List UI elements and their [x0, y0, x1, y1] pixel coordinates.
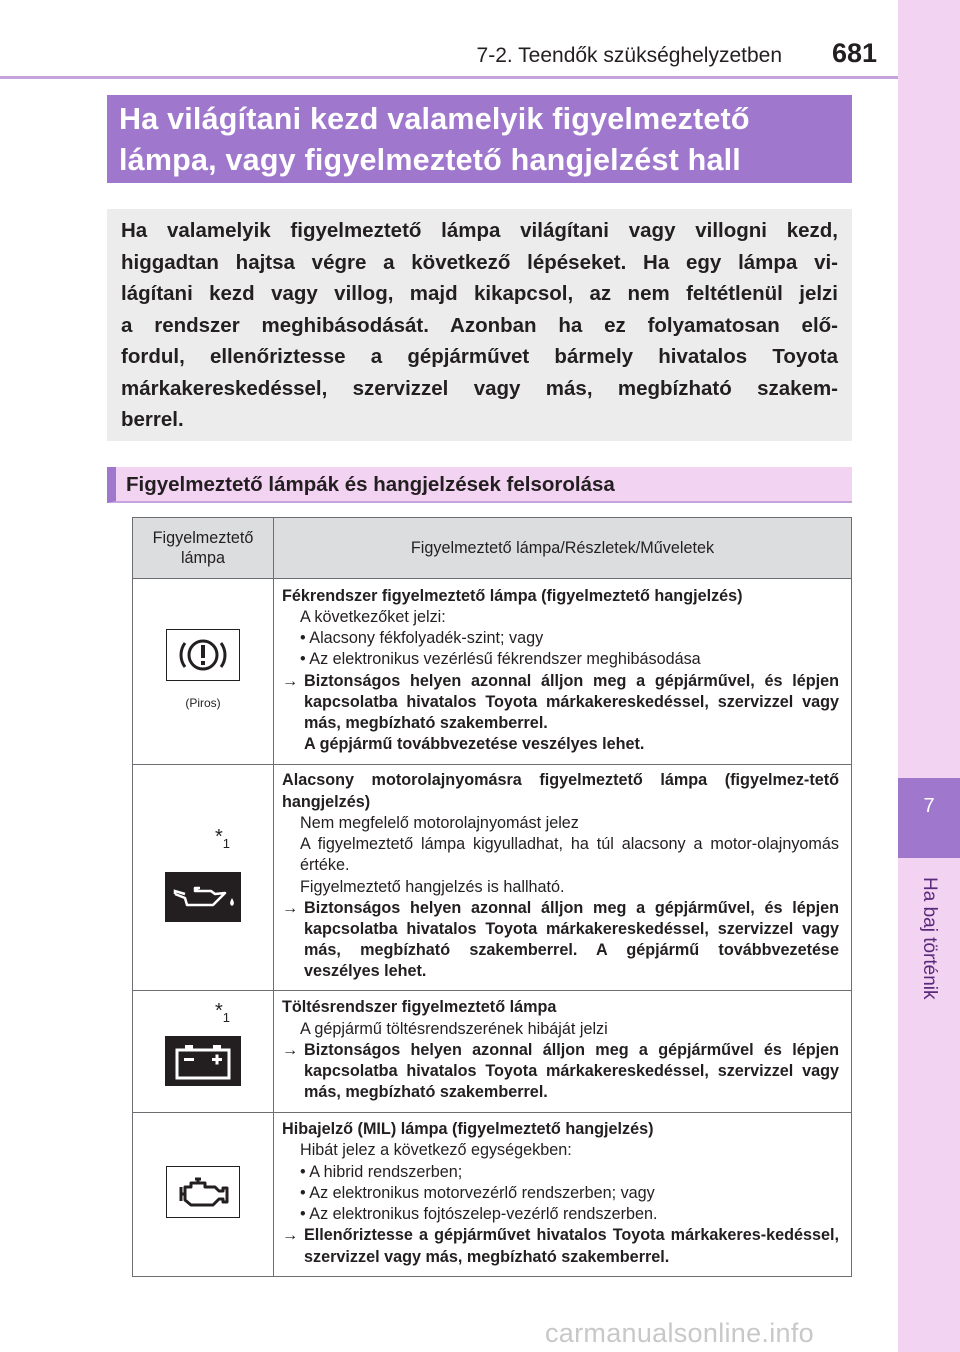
intro-line: higgadtan hajtsa végre a következő lépéseket. Ha egy lámpa vi- — [121, 250, 838, 274]
detail-text: Hibát jelez a következő egységekben: — [300, 1141, 572, 1160]
action-line — [282, 1040, 839, 1104]
table-header-row — [133, 518, 852, 579]
detail-text: Figyelmeztető hangjelzés is hallható. — [300, 877, 565, 896]
details-cell — [274, 991, 852, 1113]
footnote-marker: $*_1$ — [215, 1000, 231, 1025]
intro-paragraph — [107, 209, 852, 441]
lamp-title: Töltésrendszer figyelmeztető lámpa — [282, 998, 557, 1017]
lamp-cell — [133, 1113, 274, 1277]
chapter-number-tab — [898, 778, 960, 858]
action-line — [282, 898, 839, 983]
detail-bullet: • Az elektronikus fojtószelep-vezérlő rendszerben. — [300, 1205, 658, 1224]
action-text: Biztonságos helyen azonnal álljon meg a gépjárművel, és lépjen kapcsolatba hivatalos Toyota márkakereskedéssel, szervizzel vagy más, megbízható szakemberrel. — [304, 671, 839, 732]
action-text: Biztonságos helyen azonnal álljon meg a gépjárművel, és lépjen kapcsolatba hivatalos Toyota márkakereskedéssel, szervizzel vagy más, megbízható szakemberrel. A gépjármű továbbvezetése veszélyes lehet. — [304, 898, 839, 981]
lamp-cell — [133, 579, 274, 765]
detail-bullet: • Az elektronikus motorvezérlő rendszerben; vagy — [300, 1183, 655, 1202]
watermark: carmanualsonline.info — [545, 1318, 814, 1348]
arrow-icon: → — [282, 1226, 299, 1245]
list-heading: Figyelmeztető lámpák és hangjelzések felsorolása — [107, 467, 852, 503]
lamp-title: Fékrendszer figyelmeztető lámpa (figyelmeztető hangjelzés) — [282, 586, 743, 605]
icon-caption: (Piros) — [185, 695, 221, 710]
main-heading-banner — [107, 95, 852, 183]
intro-line: fordul, ellenőriztesse a gépjárművet bármely hivatalos Toyota — [121, 345, 838, 368]
section-title: 7-2. Teendők szükséghelyzetben — [476, 44, 782, 67]
intro-line: Ha valamelyik figyelmeztető lámpa világítani vagy villogni kezd, — [121, 219, 838, 242]
chapter-number: 7 — [923, 795, 935, 817]
arrow-icon: → — [282, 1040, 299, 1059]
detail-bullet: • Alacsony fékfolyadék-szint; vagy — [300, 629, 544, 648]
page-number: 681 — [832, 38, 878, 68]
table-row — [133, 991, 852, 1113]
col-header-details: Figyelmeztető lámpa/Részletek/Műveletek — [274, 518, 852, 579]
intro-line: berrel. — [121, 408, 184, 431]
intro-line: márkakereskedéssel, szervizzel vagy más, megbízható szakem- — [121, 376, 838, 400]
col-header-lamp: Figyelmeztető lámpa — [133, 518, 274, 579]
action-extra-text: A gépjármű továbbvezetése veszélyes lehet. — [304, 735, 645, 754]
chapter-label: Ha baj történik — [919, 876, 940, 1000]
action-line — [282, 1225, 839, 1267]
lamp-title: Hibajelző (MIL) lámpa (figyelmeztető hangjelzés) — [282, 1120, 654, 1139]
intro-line: a rendszer meghibásodását. Azonban ha ez folyamatosan elő- — [121, 313, 838, 337]
detail-bullet: • A hibrid rendszerben; — [300, 1162, 463, 1181]
action-line — [282, 671, 839, 756]
main-heading-line2: lámpa, vagy figyelmeztető hangjelzést hall — [119, 143, 741, 177]
detail-text: A figyelmeztető lámpa kigyulladhat, ha túl alacsony a motor-olajnyomás értéke. — [300, 835, 839, 875]
lamp-title: Alacsony motorolajnyomásra figyelmeztető lámpa (figyelmez-tető hangjelzés) — [282, 771, 839, 811]
arrow-icon: → — [282, 898, 299, 917]
action-text: Biztonságos helyen azonnal álljon meg a gépjárművel és lépjen kapcsolatba hivatalos Toyota márkakereskedéssel, szervizzel vagy más, megbízható szakemberrel. — [304, 1040, 839, 1102]
detail-text: A következőket jelzi: — [300, 607, 446, 626]
details-cell — [274, 579, 852, 765]
header-divider — [0, 76, 898, 79]
chapter-side-strip — [898, 0, 960, 1352]
detail-bullet: • Az elektronikus vezérlésű fékrendszer meghibásodása — [300, 650, 701, 669]
table-row — [133, 1113, 852, 1277]
detail-text: A gépjármű töltésrendszerének hibáját jelzi — [300, 1019, 608, 1038]
table-row — [133, 579, 852, 765]
arrow-icon: → — [282, 671, 299, 690]
warning-lamp-table — [132, 517, 852, 1277]
footnote-marker: $*_1$ — [215, 826, 231, 851]
action-text: Ellenőriztesse a gépjárművet hivatalos Toyota márkakeres-kedéssel, szervizzel vagy más, megbízható szakemberrel. — [304, 1226, 839, 1266]
oil-pressure-icon — [165, 872, 241, 922]
detail-text: Nem megfelelő motorolajnyomást jelez — [300, 813, 579, 832]
lamp-cell — [133, 991, 274, 1113]
lamp-cell — [133, 765, 274, 991]
battery-charge-icon — [165, 1036, 241, 1086]
details-cell — [274, 765, 852, 991]
check-engine-icon — [166, 1166, 240, 1218]
main-heading-line1: Ha világítani kezd valamelyik figyelmeztető — [119, 102, 750, 136]
brake-warning-icon — [166, 629, 240, 681]
intro-line: lágítani kezd vagy villog, majd kikapcsol, az nem feltétlenül jelzi — [121, 282, 838, 305]
details-cell — [274, 1113, 852, 1277]
table-row — [133, 765, 852, 991]
